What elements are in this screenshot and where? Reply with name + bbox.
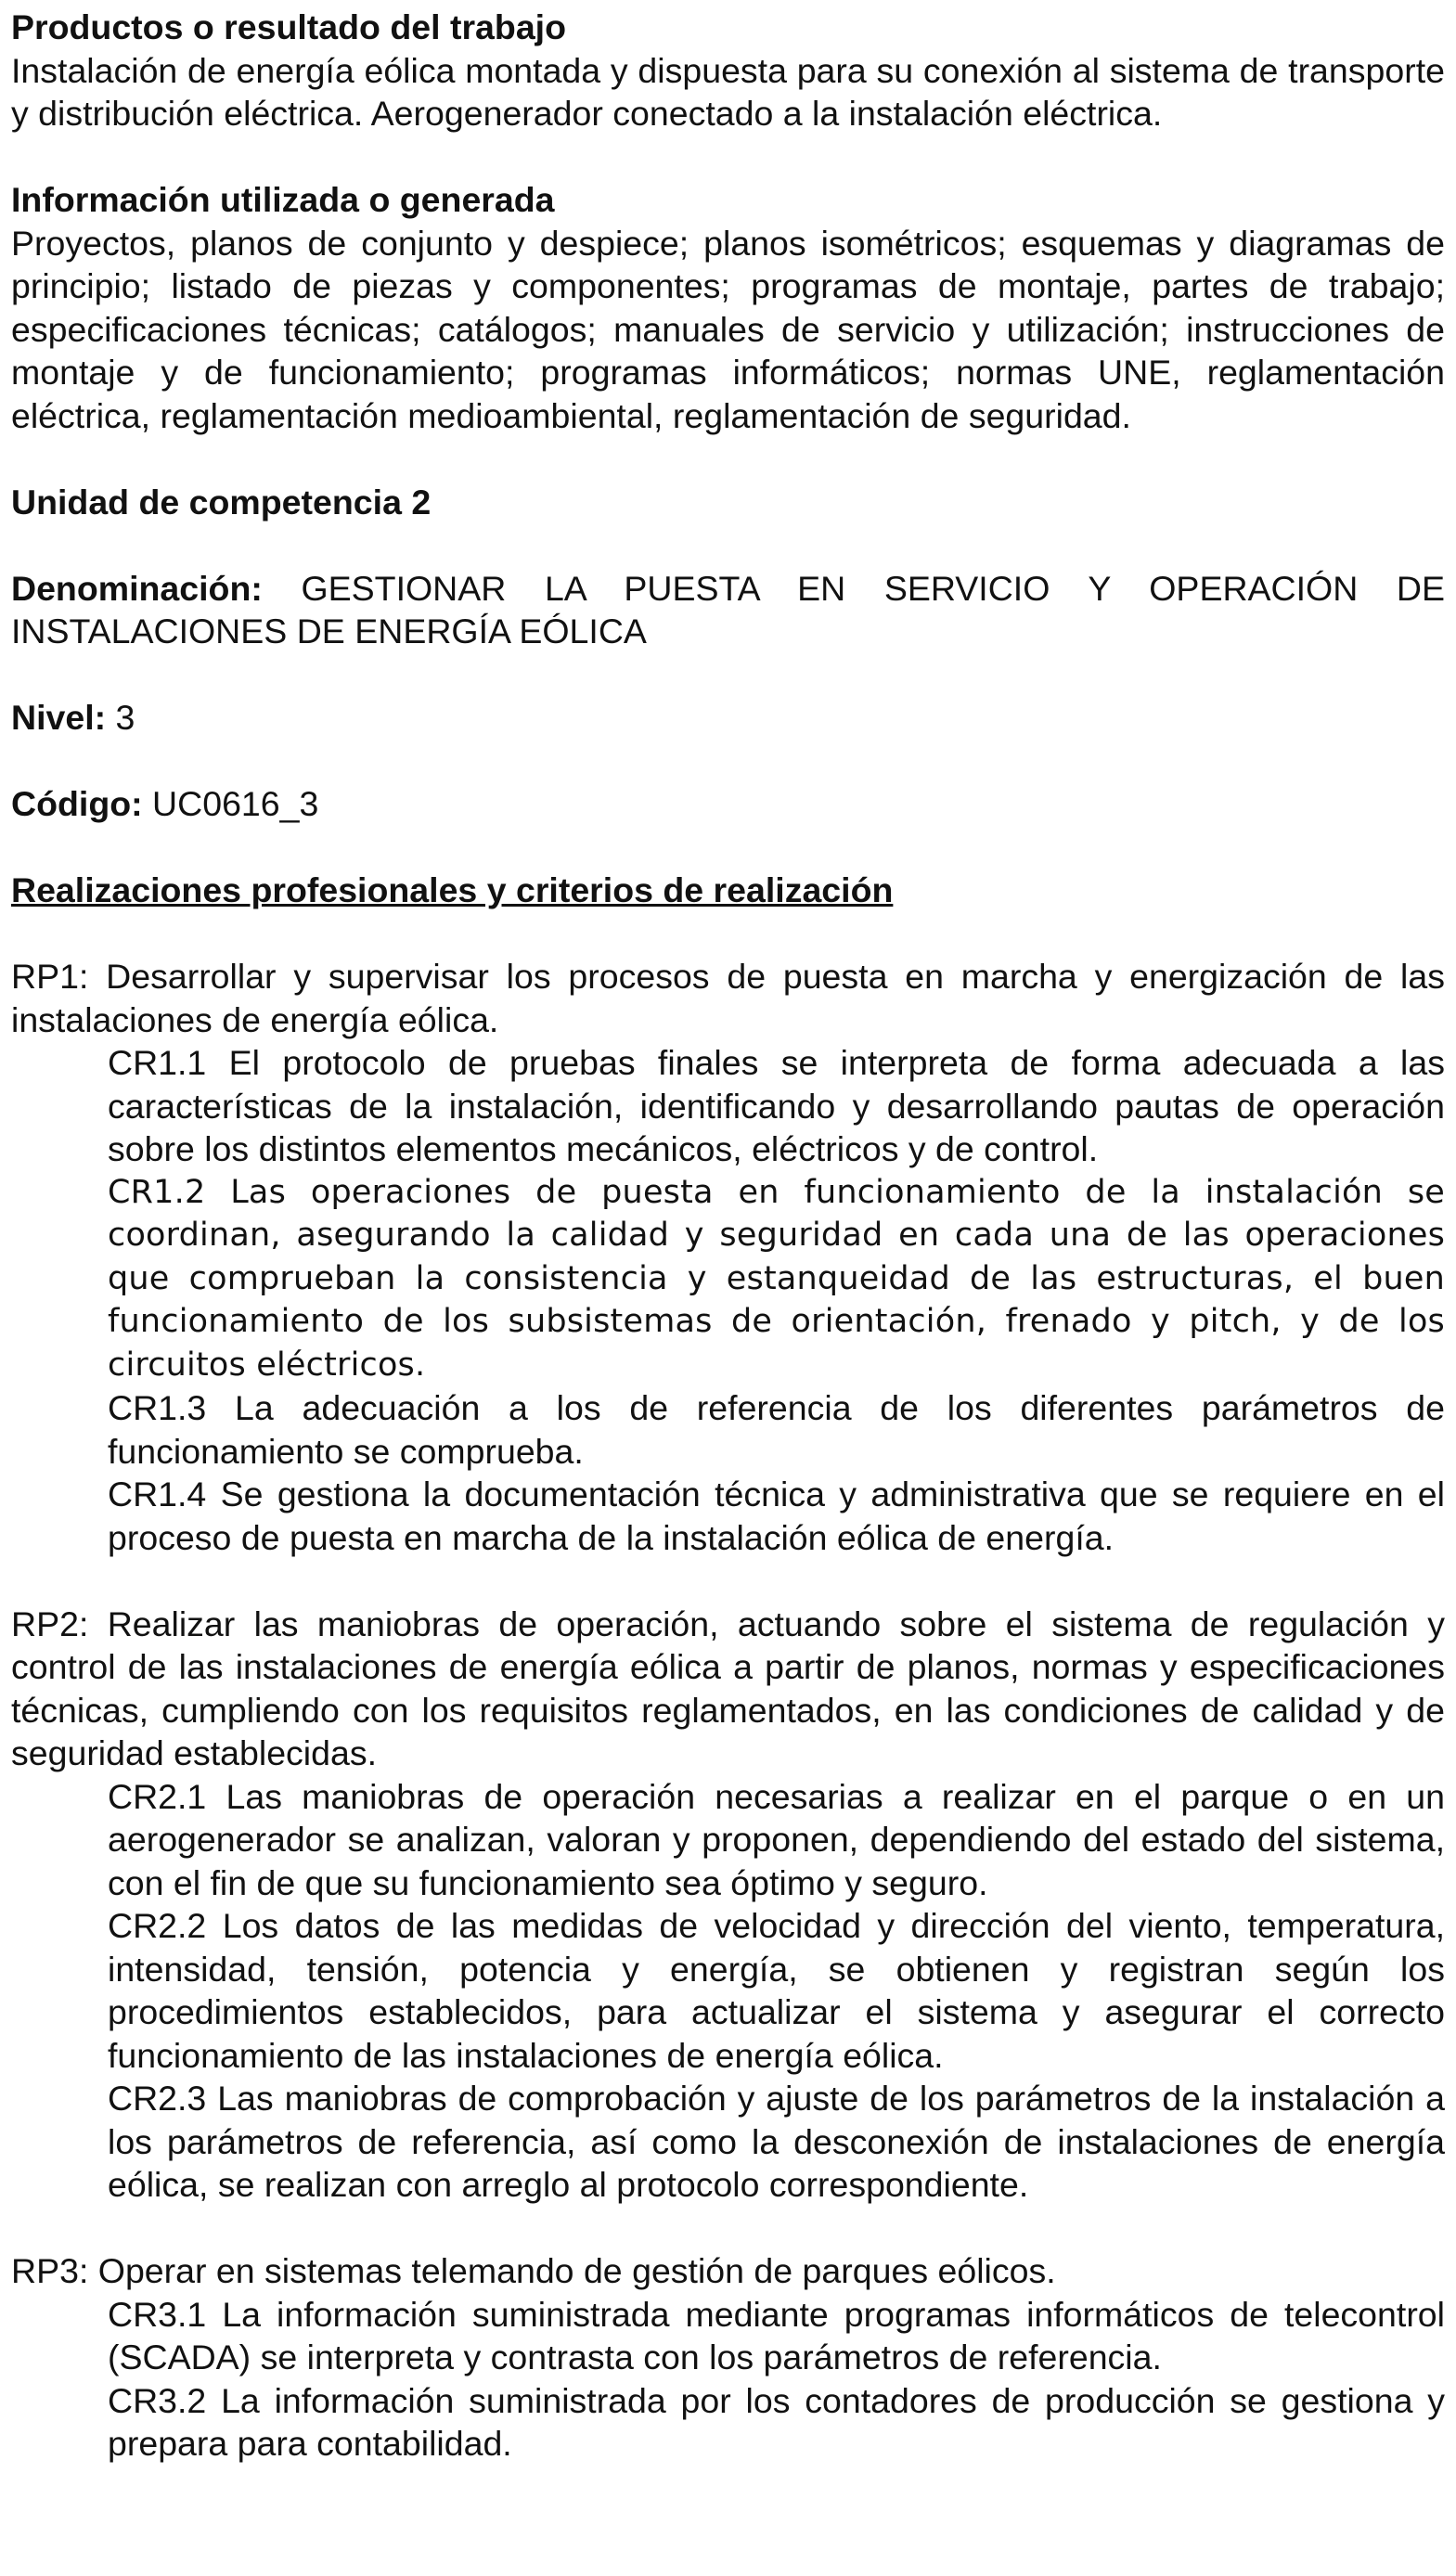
- cr3-2: CR3.2 La información suministrada por los contadores de producción se gestiona y prepara para contabilidad.: [108, 2380, 1445, 2463]
- cr1-1: CR1.1 El protocolo de pruebas finales se interpreta de forma adecuada a las características de la instalación, identificando y desarrollando pautas de operación sobre los distintos elementos mecánicos, eléctricos y de control.: [108, 1043, 1445, 1168]
- spacer: [11, 437, 1445, 481]
- spacer: [11, 653, 1445, 697]
- rp3-text: RP3: Operar en sistemas telemando de gestión de parques eólicos.: [11, 2251, 1056, 2290]
- codigo-line: [11, 782, 1445, 826]
- nivel-line: [11, 696, 1445, 740]
- nivel-value: 3: [115, 698, 135, 737]
- nivel-label: Nivel:: [11, 698, 107, 737]
- informacion-text: Proyectos, planos de conjunto y despiece; planos isométricos; esquemas y diagramas de principio; listado de piezas y componentes; programas de montaje, partes de trabajo; especificaciones técnicas; catálogos; manuales de servicio y utilización; instrucciones de montaje y de funcionamiento; programas informáticos; normas UNE, reglamentación eléctrica, reglamentación medioambiental, reglamentación de seguridad.: [11, 223, 1445, 435]
- spacer: [11, 740, 1445, 783]
- cr3-1: CR3.1 La información suministrada mediante programas informáticos de telecontrol (SCADA) se interpreta y contrasta con los parámetros de referencia.: [108, 2294, 1445, 2376]
- productos-text: Instalación de energía eólica montada y dispuesta para su conexión al sistema de transporte y distribución eléctrica. Aerogenerador conectado a la instalación eléctrica.: [11, 50, 1445, 133]
- spacer: [11, 135, 1445, 179]
- rp2-text: RP2: Realizar las maniobras de operación, actuando sobre el sistema de regulación y control de las instalaciones de energía eólica a partir de planos, normas y especificaciones técnicas, cumpliendo con los requisitos reglamentados, en las condiciones de calidad y de seguridad establecidas.: [11, 1604, 1445, 1772]
- unidad-heading: Unidad de competencia 2: [11, 482, 432, 522]
- cr2-1: CR2.1 Las maniobras de operación necesarias a realizar en el parque o en un aerogenerador se analizan, valoran y proponen, dependiendo del estado del sistema, con el fin de que su funcionamiento sea óptimo y seguro.: [108, 1776, 1445, 1902]
- cr2-3: CR2.3 Las maniobras de comprobación y ajuste de los parámetros de la instalación a los parámetros de referencia, así como la desconexión de instalaciones de energía eólica, se realizan con arreglo al protocolo correspondiente.: [108, 2079, 1445, 2204]
- rp1-text: RP1: Desarrollar y supervisar los procesos de puesta en marcha y energización de las instalaciones de energía eólica.: [11, 957, 1445, 1039]
- codigo-label: Código:: [11, 784, 143, 823]
- spacer: [11, 912, 1445, 956]
- informacion-heading: Información utilizada o generada: [11, 180, 555, 219]
- cr1-2: CR1.2 Las operaciones de puesta en funcionamiento de la instalación se coordinan, asegurando la calidad y seguridad en cada una de las operaciones que comprueban la consistencia y estanqueidad de las estructuras, el buen funcionamiento de los subsistemas de orientación, frenado y pitch, y de los circuitos eléctricos.: [108, 1173, 1445, 1384]
- productos-heading: Productos o resultado del trabajo: [11, 7, 567, 46]
- spacer: [11, 826, 1445, 869]
- denominacion-line: [11, 567, 1445, 653]
- denominacion-label: Denominación:: [11, 568, 263, 608]
- codigo-value: UC0616_3: [152, 784, 319, 823]
- spacer: [11, 2207, 1445, 2250]
- document-page: [11, 6, 1445, 2466]
- denominacion-value: GESTIONAR LA PUESTA EN SERVICIO Y OPERACIÓN DE INSTALACIONES DE ENERGÍA EÓLICA: [11, 568, 1446, 650]
- spacer: [11, 1559, 1445, 1603]
- realizaciones-title: Realizaciones profesionales y criterios de realización: [11, 870, 894, 909]
- spacer: [11, 523, 1445, 567]
- cr1-3: CR1.3 La adecuación a los de referencia de los diferentes parámetros de funcionamiento se comprueba.: [108, 1388, 1445, 1471]
- cr2-2: CR2.2 Los datos de las medidas de velocidad y dirección del viento, temperatura, intensidad, tensión, potencia y energía, se obtienen y registran según los procedimientos establecidos, para actualizar el sistema y asegurar el correcto funcionamiento de las instalaciones de energía eólica.: [108, 1906, 1445, 2075]
- cr1-4: CR1.4 Se gestiona la documentación técnica y administrativa que se requiere en el proceso de puesta en marcha de la instalación eólica de energía.: [108, 1475, 1445, 1557]
